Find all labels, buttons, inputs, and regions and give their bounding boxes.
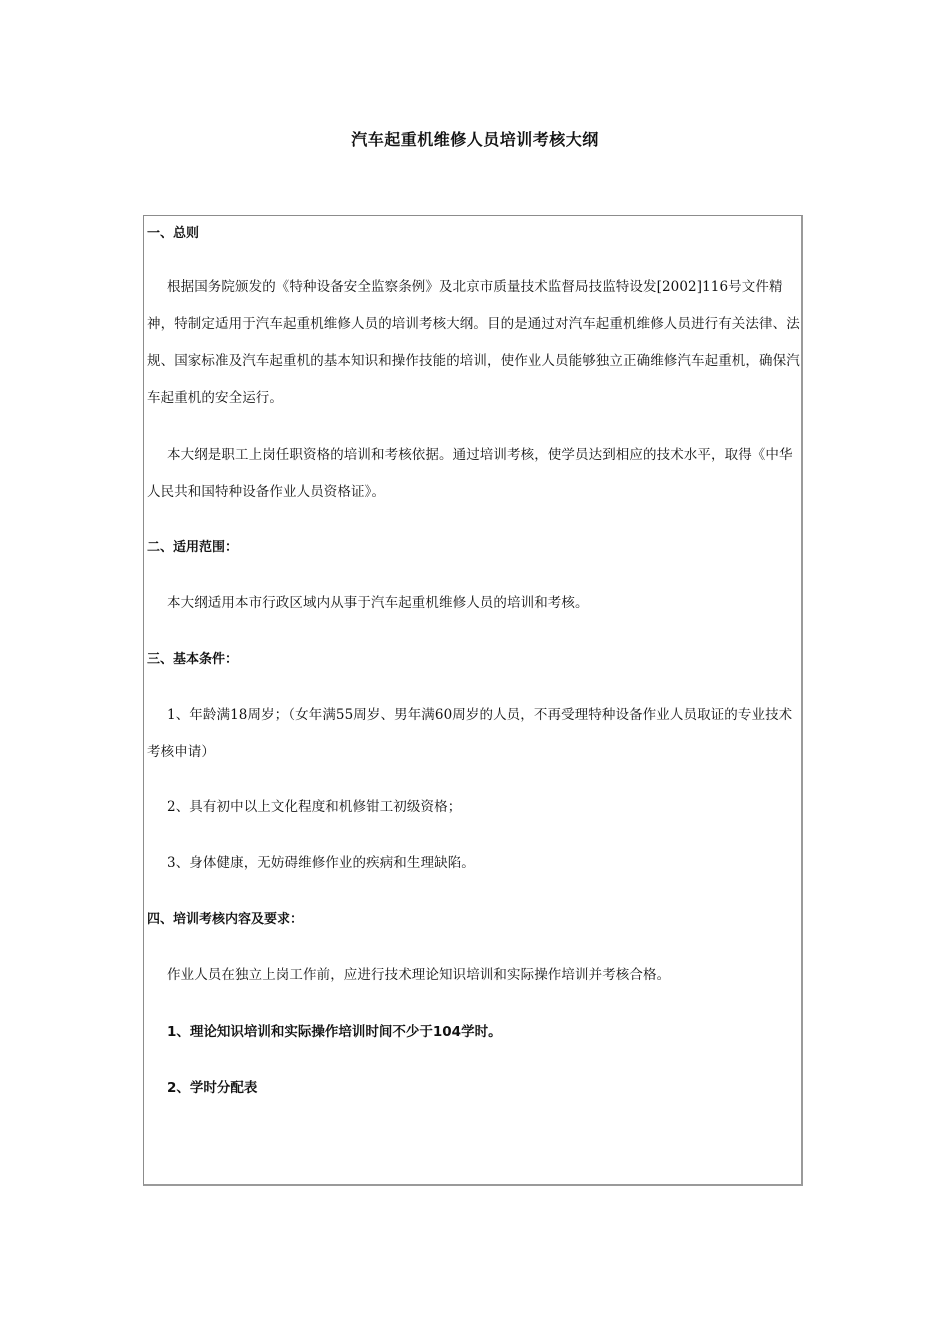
paragraph-general-basis: 本大纲是职工上岗任职资格的培训和考核依据。通过培训考核，使学员达到相应的技术水平，取得《中华人民共和国特种设备作业人员资格证》。: [147, 447, 793, 500]
document-title: 汽车起重机维修人员培训考核大纲: [351, 130, 599, 149]
item-hour-allocation-table: 2、学时分配表: [167, 1080, 258, 1096]
item-training-hours: 1、理论知识培训和实际操作培训时间不少于104学时。: [167, 1024, 502, 1040]
paragraph-condition-age: 1、年龄满18周岁；（女年满55周岁、男年满60周岁的人员，不再受理特种设备作业人员取证的专业技术考核申请）: [147, 707, 793, 760]
section-heading-scope: 二、适用范围：: [147, 540, 239, 555]
paragraph-condition-health: 3、身体健康，无妨碍维修作业的疾病和生理缺陷。: [167, 855, 475, 871]
paragraph-scope: 本大纲适用本市行政区域内从事于汽车起重机维修人员的培训和考核。: [167, 595, 589, 611]
section-heading-training-content: 四、培训考核内容及要求：: [147, 912, 304, 927]
paragraph-general-purpose: 根据国务院颁发的《特种设备安全监察条例》及北京市质量技术监督局技监特设发[2002]116号文件精神，特制定适用于汽车起重机维修人员的培训考核大纲。目的是通过对汽车起重机维修人员进行有关法律、法规、国家标准及汽车起重机的基本知识和操作技能的培训，使作业人员能够独立正确维修汽车起重机，确保汽车起重机的安全运行。: [147, 279, 800, 406]
section-heading-general: 一、总则: [147, 226, 200, 241]
content-frame: [143, 215, 803, 1186]
paragraph-condition-education: 2、具有初中以上文化程度和机修钳工初级资格；: [167, 799, 462, 815]
section-heading-basic-conditions: 三、基本条件：: [147, 652, 239, 667]
paragraph-training-requirement: 作业人员在独立上岗工作前，应进行技术理论知识培训和实际操作培训并考核合格。: [167, 967, 671, 983]
